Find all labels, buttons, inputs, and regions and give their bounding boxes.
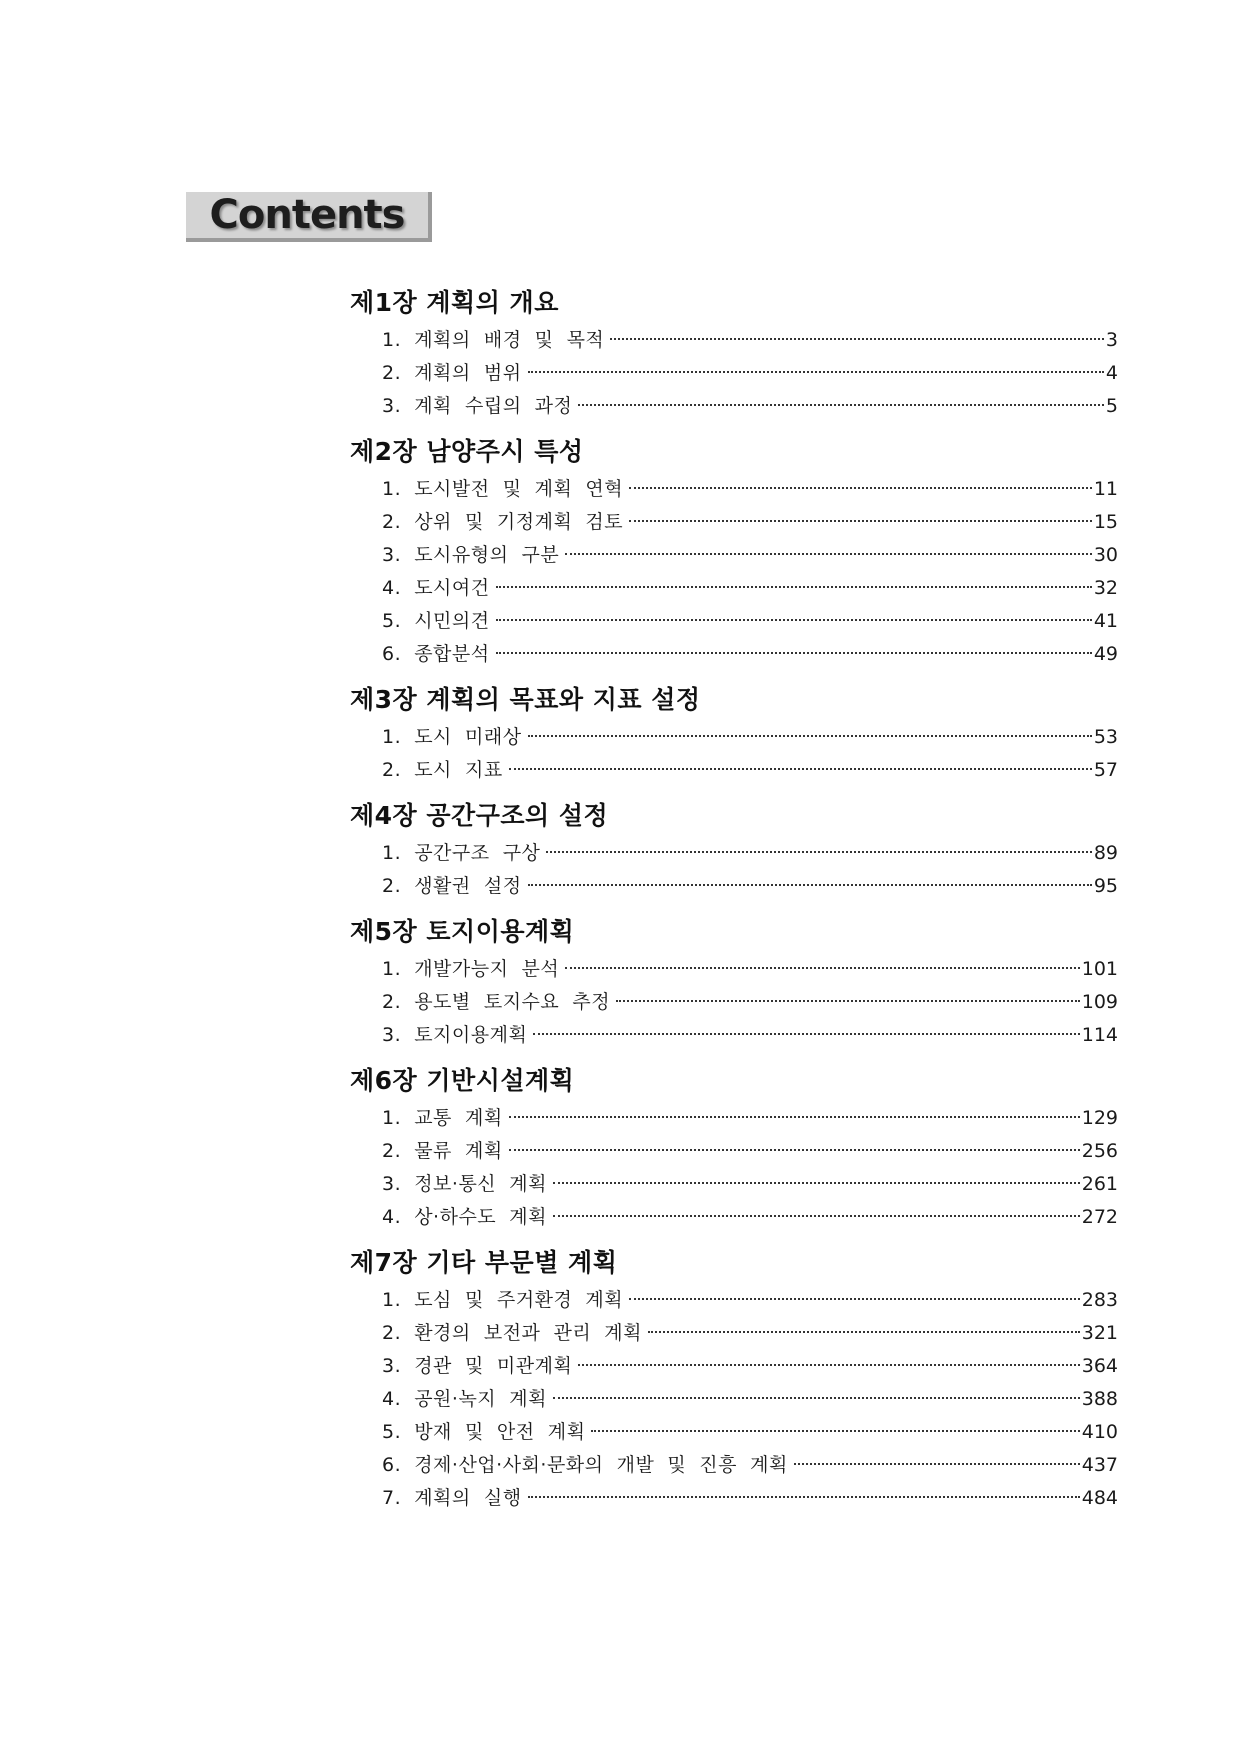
toc-entry[interactable] — [350, 754, 1118, 787]
toc-entry-page-number: 53 — [1093, 726, 1118, 748]
dot-leader — [496, 586, 1092, 588]
dot-leader — [648, 1331, 1080, 1333]
toc-entry-label: 3. 경관 및 미관계획 — [382, 1355, 573, 1377]
toc-entry-label: 4. 상·하수도 계획 — [382, 1206, 547, 1228]
toc-entry-label: 2. 도시 지표 — [382, 759, 503, 781]
toc-entry-page-number: 57 — [1093, 759, 1118, 781]
dot-leader — [565, 967, 1079, 969]
dot-leader — [509, 1149, 1080, 1151]
toc-entry[interactable] — [350, 324, 1118, 357]
dot-leader — [509, 768, 1092, 770]
toc-entry-page-number: 95 — [1093, 875, 1118, 897]
toc-entry[interactable] — [350, 1201, 1118, 1234]
toc-entry-label: 3. 도시유형의 구분 — [382, 544, 560, 566]
toc-entry-page-number: 15 — [1093, 511, 1118, 533]
dot-leader — [528, 884, 1092, 886]
toc-entry-label: 2. 계획의 범위 — [382, 362, 522, 384]
toc-entry-label: 2. 생활권 설정 — [382, 875, 522, 897]
dot-leader — [610, 338, 1104, 340]
toc-entry-page-number: 32 — [1093, 577, 1118, 599]
toc-entry[interactable] — [350, 572, 1118, 605]
toc-entry-label: 1. 개발가능지 분석 — [382, 958, 560, 980]
toc-entry-page-number: 4 — [1105, 362, 1118, 384]
toc-entry-page-number: 388 — [1081, 1388, 1118, 1410]
toc-entry[interactable] — [350, 986, 1118, 1019]
toc-entry-page-number: 283 — [1081, 1289, 1118, 1311]
toc-entry[interactable] — [350, 539, 1118, 572]
toc-entry[interactable] — [350, 1019, 1118, 1052]
toc-entry-page-number: 41 — [1093, 610, 1118, 632]
toc-entry[interactable] — [350, 638, 1118, 671]
dot-leader — [565, 553, 1092, 555]
page-title: Contents — [209, 192, 405, 238]
toc-entry[interactable] — [350, 1102, 1118, 1135]
toc-entry-page-number: 11 — [1093, 478, 1118, 500]
dot-leader — [496, 619, 1092, 621]
toc-entry-page-number: 484 — [1081, 1487, 1118, 1509]
toc-entry-page-number: 256 — [1081, 1140, 1118, 1162]
chapter-section — [350, 433, 1118, 671]
chapter-title[interactable]: 제4장 공간구조의 설정 — [350, 801, 609, 830]
dot-leader — [553, 1215, 1080, 1217]
contents-header-box — [186, 192, 432, 242]
toc-entry-page-number: 437 — [1081, 1454, 1118, 1476]
chapter-title[interactable]: 제3장 계획의 목표와 지표 설정 — [350, 685, 701, 714]
dot-leader — [553, 1397, 1080, 1399]
toc-entry[interactable] — [350, 1350, 1118, 1383]
toc-entry-label: 1. 계획의 배경 및 목적 — [382, 329, 605, 351]
toc-entry[interactable] — [350, 1449, 1118, 1482]
toc-entry[interactable] — [350, 870, 1118, 903]
toc-entry-label: 4. 공원·녹지 계획 — [382, 1388, 547, 1410]
table-of-contents — [350, 284, 1118, 1515]
chapter-section — [350, 1244, 1118, 1515]
chapter-section — [350, 797, 1118, 903]
toc-entry-page-number: 114 — [1081, 1024, 1118, 1046]
toc-entry-page-number: 109 — [1081, 991, 1118, 1013]
toc-entry[interactable] — [350, 506, 1118, 539]
chapter-section — [350, 284, 1118, 423]
toc-entry-label: 2. 상위 및 기정계획 검토 — [382, 511, 624, 533]
dot-leader — [553, 1182, 1080, 1184]
dot-leader — [533, 1033, 1079, 1035]
toc-entry-label: 2. 환경의 보전과 관리 계획 — [382, 1322, 642, 1344]
toc-entry-label: 1. 공간구조 구상 — [382, 842, 541, 864]
toc-entry-page-number: 261 — [1081, 1173, 1118, 1195]
toc-entry[interactable] — [350, 1383, 1118, 1416]
toc-entry-page-number: 272 — [1081, 1206, 1118, 1228]
chapter-title[interactable]: 제5장 토지이용계획 — [350, 917, 575, 946]
toc-entry[interactable] — [350, 837, 1118, 870]
toc-entry[interactable] — [350, 1284, 1118, 1317]
toc-entry-page-number: 49 — [1093, 643, 1118, 665]
toc-entry-page-number: 30 — [1093, 544, 1118, 566]
dot-leader — [794, 1463, 1080, 1465]
dot-leader — [629, 1298, 1080, 1300]
dot-leader — [509, 1116, 1080, 1118]
toc-entry-page-number: 129 — [1081, 1107, 1118, 1129]
toc-entry[interactable] — [350, 1482, 1118, 1515]
dot-leader — [546, 851, 1091, 853]
dot-leader — [578, 404, 1104, 406]
toc-entry-label: 5. 방재 및 안전 계획 — [382, 1421, 586, 1443]
toc-entry-label: 1. 도시 미래상 — [382, 726, 522, 748]
toc-entry-label: 7. 계획의 실행 — [382, 1487, 522, 1509]
toc-entry-page-number: 410 — [1081, 1421, 1118, 1443]
toc-entry-label: 1. 교통 계획 — [382, 1107, 503, 1129]
dot-leader — [591, 1430, 1079, 1432]
toc-entry[interactable] — [350, 1416, 1118, 1449]
toc-entry-page-number: 321 — [1081, 1322, 1118, 1344]
chapter-section — [350, 681, 1118, 787]
dot-leader — [629, 487, 1092, 489]
toc-entry-page-number: 101 — [1081, 958, 1118, 980]
toc-entry[interactable] — [350, 605, 1118, 638]
chapter-title[interactable]: 제6장 기반시설계획 — [350, 1066, 575, 1095]
toc-entry[interactable] — [350, 953, 1118, 986]
chapter-section — [350, 1062, 1118, 1234]
chapter-title[interactable]: 제1장 계획의 개요 — [350, 288, 559, 317]
chapter-title[interactable]: 제2장 남양주시 특성 — [350, 437, 584, 466]
toc-entry-page-number: 3 — [1105, 329, 1118, 351]
toc-entry[interactable] — [350, 390, 1118, 423]
toc-entry-label: 3. 토지이용계획 — [382, 1024, 528, 1046]
toc-entry-label: 6. 종합분석 — [382, 643, 490, 665]
toc-entry-label: 2. 용도별 토지수요 추정 — [382, 991, 611, 1013]
toc-entry-page-number: 364 — [1081, 1355, 1118, 1377]
toc-entry-page-number: 89 — [1093, 842, 1118, 864]
toc-entry[interactable] — [350, 721, 1118, 754]
toc-entry-label: 4. 도시여건 — [382, 577, 490, 599]
dot-leader — [528, 1496, 1080, 1498]
toc-entry-label: 6. 경제·산업·사회·문화의 개발 및 진흥 계획 — [382, 1454, 788, 1476]
dot-leader — [496, 652, 1092, 654]
chapter-section — [350, 913, 1118, 1052]
dot-leader — [528, 371, 1104, 373]
dot-leader — [578, 1364, 1079, 1366]
toc-entry-label: 3. 계획 수립의 과정 — [382, 395, 573, 417]
toc-entry-label: 1. 도심 및 주거환경 계획 — [382, 1289, 624, 1311]
toc-entry-page-number: 5 — [1105, 395, 1118, 417]
toc-entry[interactable] — [350, 473, 1118, 506]
toc-entry-label: 2. 물류 계획 — [382, 1140, 503, 1162]
toc-entry-label: 5. 시민의견 — [382, 610, 490, 632]
dot-leader — [616, 1000, 1080, 1002]
toc-entry[interactable] — [350, 1317, 1118, 1350]
dot-leader — [629, 520, 1092, 522]
dot-leader — [528, 735, 1092, 737]
toc-entry[interactable] — [350, 1168, 1118, 1201]
chapter-title[interactable]: 제7장 기타 부문별 계획 — [350, 1248, 618, 1277]
toc-entry[interactable] — [350, 357, 1118, 390]
toc-entry-label: 3. 정보·통신 계획 — [382, 1173, 547, 1195]
toc-entry[interactable] — [350, 1135, 1118, 1168]
toc-entry-label: 1. 도시발전 및 계획 연혁 — [382, 478, 624, 500]
